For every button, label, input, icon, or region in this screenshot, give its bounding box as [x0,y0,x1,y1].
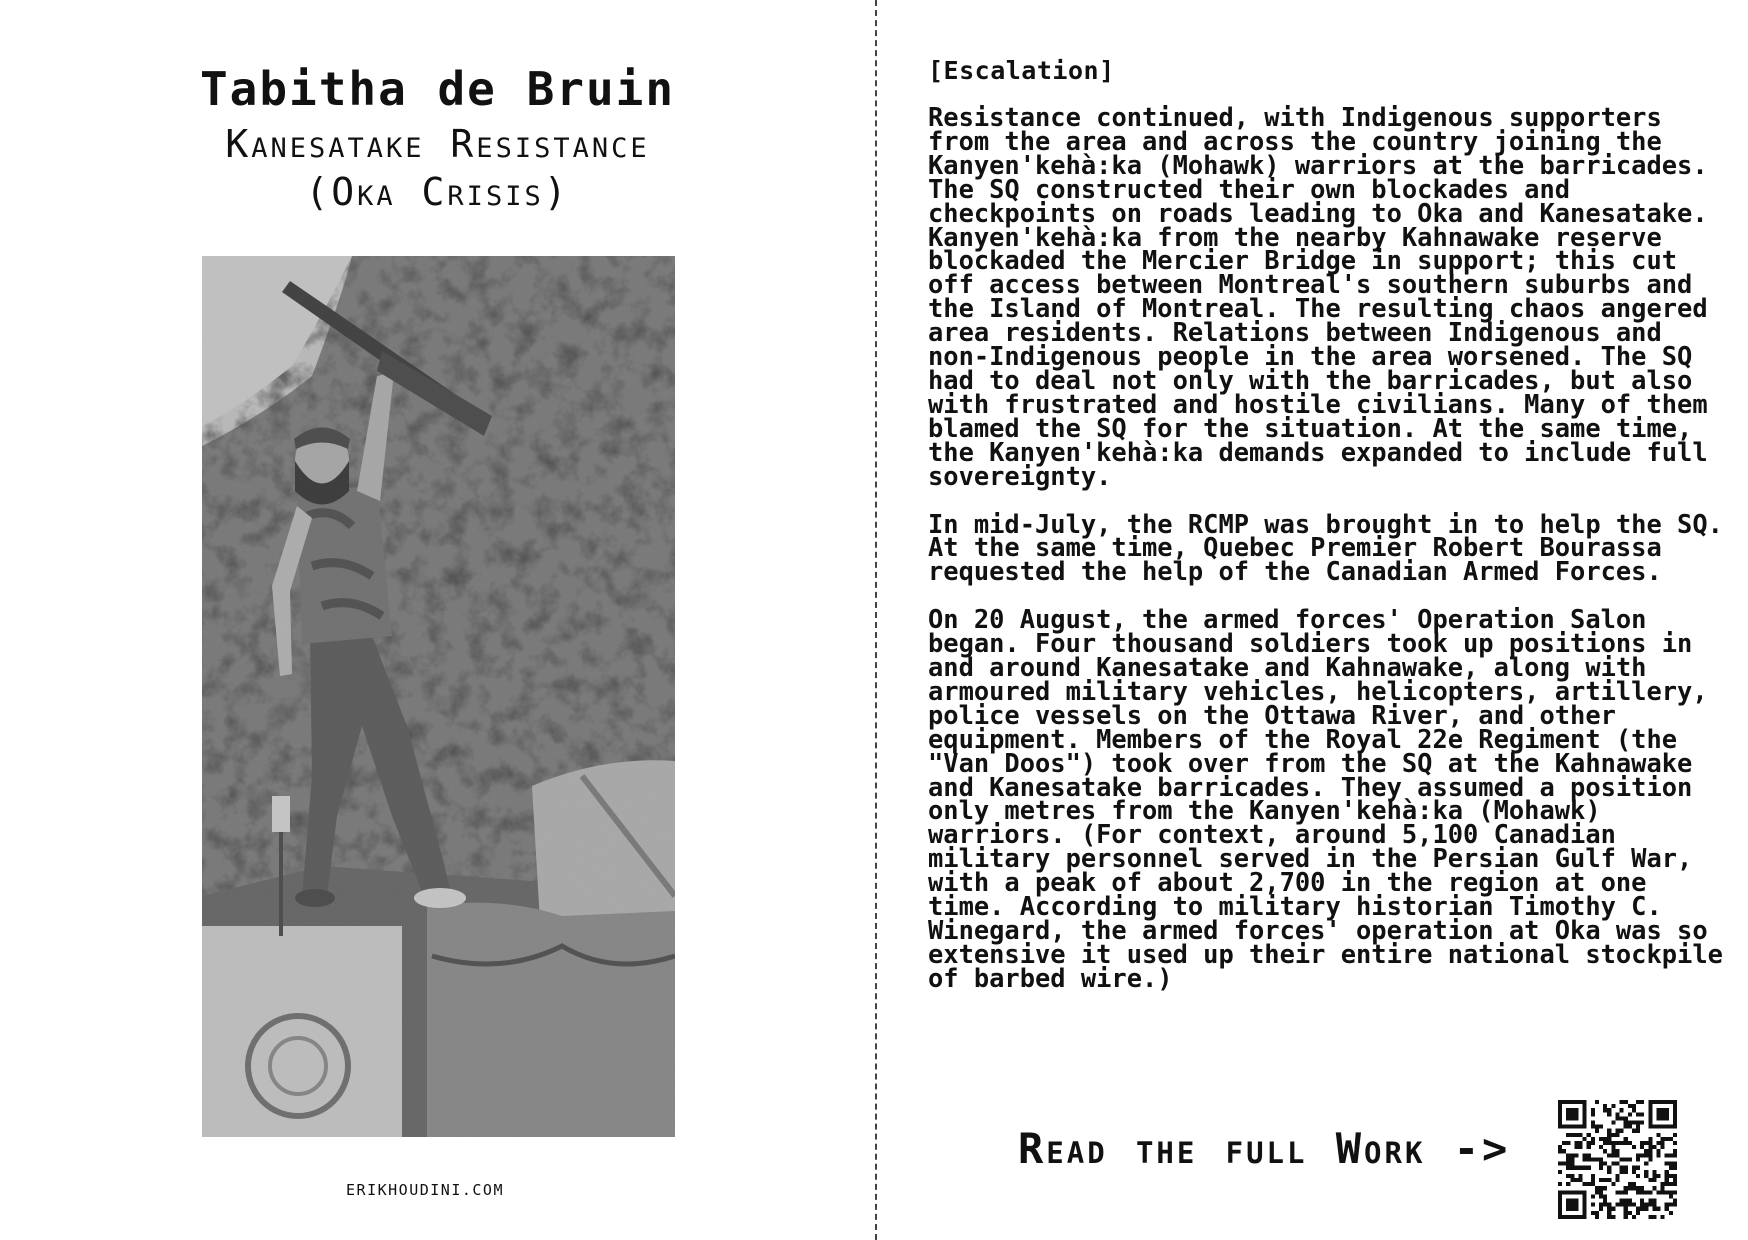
article-body [928,102,1728,1015]
warrior-photo [202,256,675,1137]
read-full-work-link[interactable]: Read the full Work -> [1018,1124,1511,1173]
paragraph-1-rest: continued, with Indigenous supporters from the area and across the country joining the Kanyen'kehà:ka (Mohawk) warriors at the barricades. The SQ constructed their own blockades and checkpoints on roads leading to Oka and Kanesatake. Kanyen'kehà:ka from the nearby Kahnawake reserve blockaded the Mercier Bridge in support; this cut off access between Montreal's southern suburbs and the Island of Montreal. The resulting chaos angered area residents. Relations between Indigenous and non-Indigenous people in the area worsened. The SQ had to deal not only with the barricades, but also with frustrated and hostile civilians. Many of them blamed the SQ for the situation. At the same time, the Kanyen'kehà:ka demands expanded to include full sovereignty. [928,102,1708,491]
subtitle-line-1: Kanesatake Resistance [225,122,650,166]
paragraph-1 [928,102,1728,491]
qr-code-icon [1558,1100,1677,1219]
section-label: [Escalation] [928,56,1115,85]
page-divider [875,0,877,1240]
qr-code[interactable] [1558,1100,1677,1219]
paragraph-2: In mid-July, the RCMP was brought in to help the SQ. At the same time, Quebec Premier Robert Bourassa requested the help of the Canadian Armed Forces. [928,508,1723,587]
subtitle-line-2: (Oka Crisis) [305,170,570,214]
paragraph-1-lead: Resistance [928,102,1081,132]
paragraph-3: On 20 August, the armed forces' Operation Salon began. Four thousand soldiers took up positions in and around Kanesatake and Kahnawake, along with armoured military vehicles, helicopters, artillery, police vessels on the Ottawa River, and other equipment. Members of the Royal 22e Regiment (the "Van Doos") took over from the SQ at the Kahnawake and Kanesatake barricades. They assumed a position only metres from the Kanyen'kehà:ka (Mohawk) warriors. (For context, around 5,100 Canadian military personnel served in the Persian Gulf War, with a peak of about 2,700 in the region at one time. According to military historian Timothy C. Winegard, the armed forces' operation at Oka was so extensive it used up their entire national stockpile of barbed wire.) [928,604,1723,993]
masked-warrior-photo-icon [202,256,675,1137]
author-name: Tabitha de Bruin [199,62,676,116]
website-link[interactable]: ERIKHOUDINI.COM [346,1181,504,1199]
